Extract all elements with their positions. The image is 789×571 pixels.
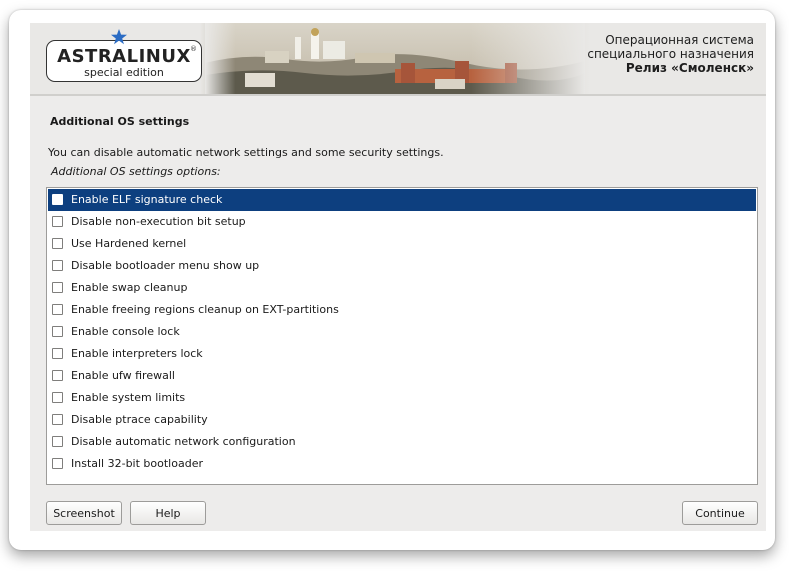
- checkbox[interactable]: [52, 238, 63, 249]
- checkbox[interactable]: [52, 348, 63, 359]
- os-line-2: специального назначения: [587, 47, 754, 61]
- option-item[interactable]: [48, 387, 756, 409]
- option-label: Enable ufw firewall: [71, 369, 175, 382]
- checkbox[interactable]: [52, 216, 63, 227]
- kremlin-photo: [205, 23, 585, 94]
- option-item[interactable]: [48, 431, 756, 453]
- option-item[interactable]: [48, 365, 756, 387]
- page-description: You can disable automatic network settings and some security settings.: [48, 146, 444, 159]
- checkbox[interactable]: [52, 436, 63, 447]
- option-item[interactable]: [48, 277, 756, 299]
- option-item[interactable]: [48, 299, 756, 321]
- checkbox[interactable]: [52, 370, 63, 381]
- option-item[interactable]: [48, 211, 756, 233]
- help-button[interactable]: Help: [130, 501, 206, 525]
- star-icon: [111, 29, 127, 45]
- option-item[interactable]: [48, 189, 756, 211]
- option-item[interactable]: [48, 453, 756, 475]
- checkbox[interactable]: [52, 326, 63, 337]
- option-label: Disable ptrace capability: [71, 413, 208, 426]
- option-item[interactable]: [48, 321, 756, 343]
- logo-text: ASTRALINUX: [57, 46, 191, 67]
- option-label: Install 32-bit bootloader: [71, 457, 203, 470]
- release-name: Релиз «Смоленск»: [625, 61, 754, 75]
- continue-button[interactable]: Continue: [682, 501, 758, 525]
- option-label: Disable bootloader menu show up: [71, 259, 260, 272]
- window-frame: [9, 10, 775, 550]
- option-label: Enable console lock: [71, 325, 180, 338]
- logo-subtitle: special edition: [84, 66, 164, 79]
- checkbox[interactable]: [52, 414, 63, 425]
- option-label: Enable freeing regions cleanup on EXT-partitions: [71, 303, 339, 316]
- options-caption: Additional OS settings options:: [51, 165, 221, 178]
- checkbox[interactable]: [52, 392, 63, 403]
- option-item[interactable]: [48, 255, 756, 277]
- option-item[interactable]: [48, 409, 756, 431]
- options-list: [46, 187, 758, 485]
- checkbox[interactable]: [52, 194, 63, 205]
- astralinux-logo: [46, 40, 202, 82]
- option-item[interactable]: [48, 343, 756, 365]
- option-label: Disable automatic network configuration: [71, 435, 296, 448]
- header-banner: [30, 23, 766, 94]
- option-item[interactable]: [48, 233, 756, 255]
- checkbox[interactable]: [52, 304, 63, 315]
- option-label: Enable ELF signature check: [71, 193, 223, 206]
- option-label: Use Hardened kernel: [71, 237, 187, 250]
- option-label: Enable swap cleanup: [71, 281, 188, 294]
- option-label: Disable non-execution bit setup: [71, 215, 246, 228]
- screenshot-button[interactable]: Screenshot: [46, 501, 122, 525]
- option-label: Enable interpreters lock: [71, 347, 203, 360]
- installer-dialog: [30, 23, 766, 531]
- header-divider: [30, 94, 766, 96]
- os-line-1: Операционная система: [605, 33, 754, 47]
- os-description: [587, 33, 754, 75]
- page-title: Additional OS settings: [50, 115, 190, 128]
- option-label: Enable system limits: [71, 391, 186, 404]
- registered-mark: ®: [190, 45, 197, 53]
- checkbox[interactable]: [52, 458, 63, 469]
- checkbox[interactable]: [52, 260, 63, 271]
- checkbox[interactable]: [52, 282, 63, 293]
